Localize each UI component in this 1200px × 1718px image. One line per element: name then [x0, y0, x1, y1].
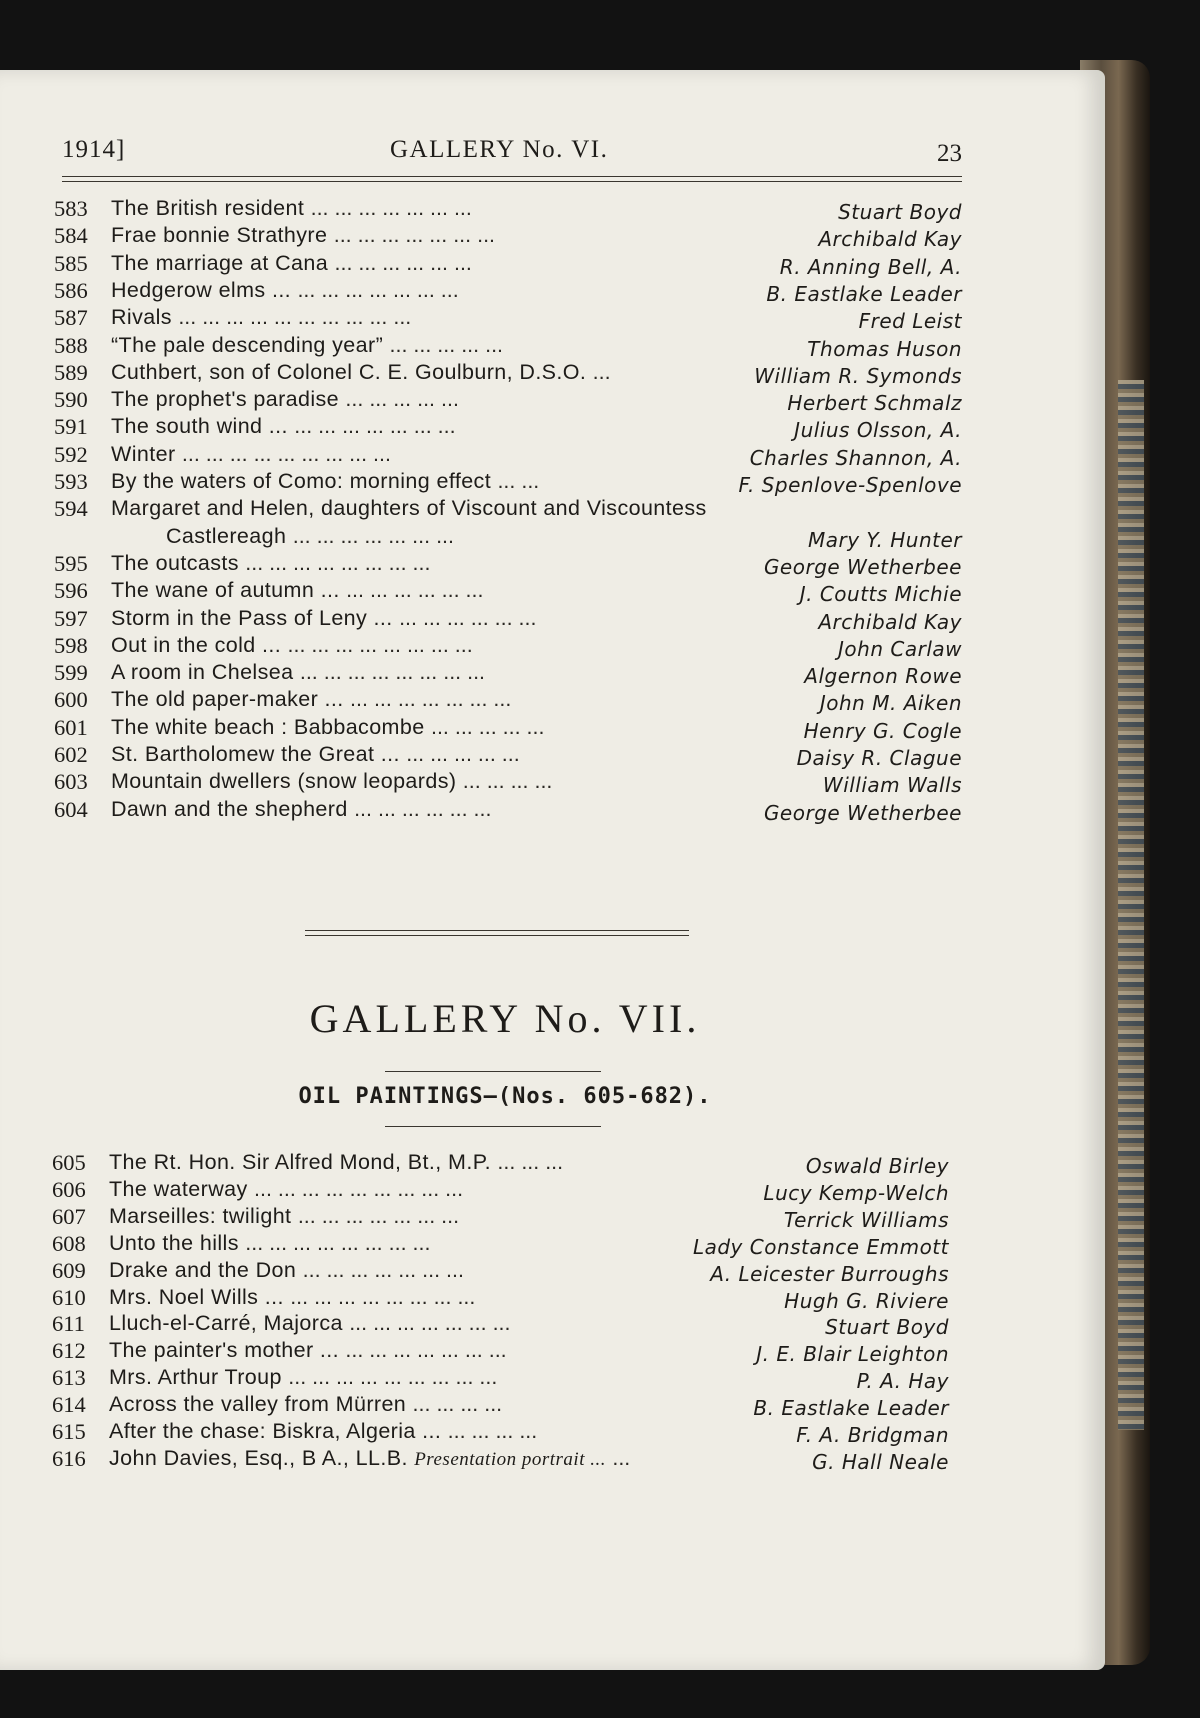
dot-leader: ... ... ... ... ... ... ...: [297, 1203, 460, 1228]
catalogue-entry: [54, 223, 962, 253]
catalogue-entry: [52, 1419, 949, 1449]
entry-number: 612: [52, 1338, 86, 1364]
entry-number: 590: [54, 387, 88, 413]
entry-number: 600: [54, 687, 88, 713]
entry-title-line: [111, 360, 611, 385]
entry-title-line: [166, 524, 454, 549]
entry-artist: William R. Symonds: [754, 363, 962, 388]
entry-title-line: [111, 715, 544, 740]
entry-title-line: [109, 1392, 502, 1417]
entry-number: 608: [52, 1230, 86, 1256]
dot-leader: ... ... ... ... ... ... ... ... ... ...: [178, 305, 412, 330]
dot-leader: ... ... ... ... ... ... ... ...: [245, 550, 431, 575]
catalogue-entry: [54, 333, 962, 363]
entry-artist: Stuart Boyd: [838, 200, 962, 224]
entry-title: Lluch-el-Carré, Majorca: [109, 1311, 343, 1336]
dot-leader: ... ... ... ... ...: [430, 714, 545, 739]
entry-title-line: [111, 496, 707, 521]
entry-title: The waterway: [109, 1176, 248, 1201]
entry-number: 610: [52, 1284, 86, 1310]
entry-number: 606: [52, 1176, 86, 1202]
entry-number: 589: [54, 359, 88, 385]
entry-title-line: [111, 578, 483, 603]
catalogue-entry: [54, 660, 962, 690]
entry-title-line: [111, 278, 459, 303]
entry-artist: John M. Aiken: [819, 691, 962, 716]
entry-number: 593: [54, 469, 88, 494]
entry-artist: Mary Y. Hunter: [807, 527, 962, 552]
dot-leader: ... ...: [497, 469, 540, 493]
entry-title: Castlereagh: [166, 523, 287, 548]
entry-artist: George Wetherbee: [763, 554, 962, 579]
entry-number: 607: [52, 1203, 86, 1229]
entry-number: 599: [54, 660, 88, 686]
catalogue-entry: [52, 1150, 949, 1180]
entry-title: The painter's mother ...: [109, 1338, 339, 1363]
entry-number: 592: [54, 441, 88, 467]
entry-artist: Archibald Kay: [818, 227, 962, 252]
catalogue-entry: [54, 442, 962, 472]
entry-artist: Charles Shannon, A.: [749, 445, 962, 470]
entry-title-line: [111, 769, 552, 794]
entry-artist: J. Coutts Michie: [799, 582, 962, 607]
catalogue-entry: [52, 1258, 949, 1288]
dot-leader: ... ... ... ... ... ... ...: [294, 414, 456, 439]
entry-artist: P. A. Hay: [856, 1369, 949, 1394]
catalogue-entry: [54, 551, 962, 581]
entry-artist: B. Eastlake Leader: [753, 1396, 949, 1421]
entry-artist: G. Hall Neale: [812, 1449, 949, 1474]
entry-title: Frae bonnie Strathyre: [111, 223, 328, 248]
dot-leader: ... ... ... ... ... ...: [346, 578, 484, 603]
entry-title-line: [111, 387, 459, 412]
catalogue-entry: [52, 1204, 949, 1234]
page-number: 23: [937, 140, 962, 167]
entry-number: 594: [54, 496, 88, 522]
entry-number: 603: [54, 769, 88, 795]
entry-number: 604: [54, 796, 88, 822]
catalogue-entry: [52, 1177, 949, 1207]
catalogue-entry: [54, 469, 962, 499]
header-year: 1914]: [62, 136, 126, 163]
entry-title-line: [109, 1285, 475, 1310]
entry-title-line: [109, 1365, 497, 1390]
dot-leader: ... ... ... ... ... ... ...: [310, 196, 472, 220]
entry-title: Mountain dwellers (snow leopards): [111, 769, 457, 794]
entry-title-line: [111, 196, 472, 221]
catalogue-entry: [54, 251, 962, 281]
entry-artist: F. A. Bridgman: [796, 1423, 949, 1447]
dot-leader: ... ... ... ... ...: [345, 387, 459, 412]
header-title: GALLERY No. VI.: [390, 136, 609, 163]
entry-artist: Thomas Huson: [807, 336, 962, 361]
catalogue-entry: [52, 1311, 949, 1341]
dot-leader: ...: [612, 1445, 631, 1470]
gallery-vii-heading: GALLERY No. VII.: [309, 996, 701, 1041]
entry-title-line: [109, 1419, 537, 1444]
entry-title: Mrs. Arthur Troup: [109, 1365, 282, 1390]
entry-artist: Julius Olsson, A.: [794, 418, 962, 443]
entry-title: Cuthbert, son of Colonel C. E. Goulburn, D.S.O.: [111, 359, 587, 384]
entry-title-line: [109, 1446, 630, 1471]
entry-title: Across the valley from Mürren: [109, 1392, 407, 1417]
entry-title: Marseilles: twilight: [109, 1203, 292, 1228]
entry-number: 595: [54, 550, 88, 576]
entry-artist: Terrick Williams: [783, 1207, 949, 1232]
entry-number: 601: [54, 714, 88, 740]
gallery-vi-list: [54, 196, 962, 896]
entry-number: 583: [54, 196, 88, 221]
entry-title-line: [111, 442, 391, 467]
catalogue-entry: [54, 715, 962, 745]
dot-leader: ... ... ... ... ...: [389, 332, 504, 357]
entry-artist: B. Eastlake Leader: [766, 281, 962, 306]
entry-number: 615: [52, 1419, 86, 1444]
entry-title-line: [111, 633, 473, 658]
entry-title-line: [109, 1258, 464, 1283]
entry-number: 588: [54, 332, 88, 358]
dot-leader: ... ... ... ... ... ... ... ...: [287, 632, 473, 657]
entry-number: 609: [52, 1257, 86, 1283]
entry-artist: A. Leicester Burroughs: [710, 1261, 949, 1286]
entry-artist: J. E. Blair Leighton: [756, 1342, 949, 1367]
entry-number: 614: [52, 1392, 86, 1418]
catalogue-entry: [54, 742, 962, 772]
entry-title: The marriage at Cana: [111, 250, 329, 275]
dot-leader: ... ... ... ...: [462, 769, 553, 794]
catalogue-entry: [52, 1392, 949, 1422]
dot-leader: ...: [592, 359, 611, 384]
entry-title-line: [111, 797, 491, 822]
entry-artist: F. Spenlove-Spenlove: [738, 473, 962, 497]
dot-leader: ... ... ... ... ... ... ... ... ...: [181, 441, 391, 466]
catalogue-entry: [54, 769, 962, 799]
entry-title: Storm in the Pass of Leny ...: [111, 605, 393, 630]
entry-number: 587: [54, 305, 88, 331]
entry-title-line: [111, 606, 536, 631]
heading-rule-upper: [385, 1071, 601, 1072]
entry-artist: Archibald Kay: [818, 609, 962, 634]
dot-leader: ... ... ... ... ... ... ... ...: [245, 1230, 431, 1255]
entry-title: The Rt. Hon. Sir Alfred Mond, Bt., M.P.: [109, 1150, 492, 1174]
catalogue-entry: [52, 1285, 949, 1315]
gallery-vii-list: [52, 1150, 949, 1520]
entry-number: 585: [54, 250, 88, 276]
catalogue-entry: [54, 687, 962, 717]
catalogue-entry: [52, 1338, 949, 1368]
dot-leader: ... ... ... ... ... ... ...: [350, 687, 512, 712]
entry-number: 611: [52, 1311, 85, 1337]
catalogue-entry: [52, 1446, 949, 1476]
running-header: [62, 136, 962, 172]
entry-title: The outcasts: [111, 550, 239, 575]
entry-title: Margaret and Helen, daughters of Viscount and Viscountess: [111, 496, 707, 521]
entry-title-line: [111, 469, 539, 494]
entry-title: By the waters of Como: morning effect: [111, 469, 492, 493]
entry-title: Rivals: [111, 305, 172, 330]
dot-leader: ... ... ... ... ... ...: [399, 605, 537, 630]
entry-title: St. Bartholomew the Great ...: [111, 742, 400, 766]
dot-leader: ... ... ... ... ... ... ... ... ...: [254, 1176, 464, 1201]
entry-artist: Lady Constance Emmott: [692, 1234, 949, 1259]
dot-leader: ... ... ... ... ... ... ... ...: [299, 660, 486, 685]
entry-number: 597: [54, 605, 88, 631]
entry-title: Winter: [111, 441, 176, 466]
entry-number: 584: [54, 223, 88, 249]
gallery-vii-subheading: OIL PAINTINGS—(Nos. 605-682).: [298, 1084, 712, 1109]
catalogue-entry: [54, 496, 962, 526]
catalogue-entry: [54, 797, 962, 827]
catalogue-entry: [52, 1231, 949, 1261]
dot-leader: ... ... ... ... ... ... ... ... ...: [288, 1365, 498, 1390]
entry-title: The wane of autumn ...: [111, 578, 340, 603]
entry-title-line: [109, 1177, 463, 1202]
entry-number: 598: [54, 632, 88, 658]
catalogue-entry: [54, 360, 962, 390]
catalogue-entry: [54, 305, 962, 335]
dot-leader: ... ... ... ... ...: [406, 742, 520, 766]
catalogue-entry: [54, 578, 962, 608]
entry-artist: Oswald Birley: [805, 1154, 949, 1178]
entry-artist: Henry G. Cogle: [803, 718, 962, 743]
dot-leader: ... ... ...: [497, 1150, 564, 1174]
entry-title: John Davies, Esq., B A., LL.B.: [109, 1445, 408, 1470]
entry-title: A room in Chelsea: [111, 660, 294, 685]
entry-artist: Fred Leist: [858, 309, 962, 334]
catalogue-entry: [54, 606, 962, 636]
catalogue-entry: [52, 1365, 949, 1395]
entry-title: The British resident: [111, 196, 305, 220]
entry-number: 602: [54, 742, 88, 767]
catalogue-entry: [54, 387, 962, 417]
entry-title: Unto the hills: [109, 1230, 239, 1255]
entry-title-line: [111, 333, 503, 358]
catalogue-entry: [54, 633, 962, 663]
catalogue-entry: [54, 524, 962, 554]
entry-title-line: [111, 305, 411, 330]
entry-title: Mrs. Noel Wills ...: [109, 1284, 284, 1309]
entry-note: Presentation portrait ...: [414, 1448, 606, 1470]
entry-artist: Herbert Schmalz: [787, 391, 962, 416]
entry-title: “The pale descending year”: [111, 332, 384, 357]
dot-leader: ... ... ... ... ... ...: [354, 796, 492, 821]
entry-number: 591: [54, 414, 88, 440]
entry-title: Out in the cold ...: [111, 632, 282, 657]
entry-artist: Lucy Kemp-Welch: [763, 1180, 949, 1205]
entry-title-line: [109, 1231, 430, 1256]
entry-artist: Stuart Boyd: [825, 1315, 949, 1340]
entry-title: The south wind ...: [111, 414, 288, 439]
dot-leader: ... ... ... ... ... ... ...: [345, 1338, 507, 1363]
dot-leader: ... ... ... ...: [447, 1419, 538, 1443]
entry-artist: R. Anning Bell, A.: [779, 254, 962, 279]
entry-artist: John Carlaw: [838, 636, 962, 661]
dot-leader: ... ... ... ... ... ...: [334, 250, 472, 275]
entry-title-line: [111, 742, 520, 767]
page-edge-stripes: [1118, 380, 1144, 1430]
entry-title-line: [111, 251, 472, 276]
entry-title-line: [111, 551, 430, 576]
entry-title-line: [111, 414, 456, 439]
entry-number: 586: [54, 277, 88, 303]
entry-title: Hedgerow elms ...: [111, 277, 292, 302]
entry-number: 605: [52, 1150, 86, 1175]
entry-title-line: [109, 1150, 563, 1175]
entry-title-line: [111, 687, 511, 712]
entry-title-line: [109, 1311, 511, 1336]
entry-title-line: [111, 660, 485, 685]
entry-title: The prophet's paradise: [111, 387, 340, 412]
entry-title: The old paper-maker ...: [111, 687, 344, 712]
heading-rule-lower: [385, 1126, 601, 1127]
dot-leader: ... ... ... ... ... ... ... ...: [290, 1284, 476, 1309]
entry-title: After the chase: Biskra, Algeria ...: [109, 1419, 442, 1443]
dot-leader: ... ... ... ... ... ... ...: [292, 523, 455, 548]
entry-artist: Hugh G. Riviere: [784, 1288, 949, 1313]
entry-number: 596: [54, 578, 88, 604]
entry-artist: George Wetherbee: [763, 800, 962, 825]
entry-title: Drake and the Don: [109, 1257, 297, 1282]
entry-title-line: [109, 1204, 459, 1229]
entry-artist: Algernon Rowe: [804, 664, 962, 689]
dot-leader: ... ... ... ... ... ... ...: [302, 1257, 464, 1282]
section-divider: [305, 930, 689, 936]
dot-leader: ... ... ... ... ... ... ...: [349, 1311, 511, 1336]
catalogue-entry: [54, 414, 962, 444]
dot-leader: ... ... ... ... ... ... ...: [333, 223, 496, 248]
dot-leader: ... ... ... ... ... ... ...: [297, 277, 459, 302]
entry-title: The white beach : Babbacombe: [111, 714, 425, 739]
entry-artist: Daisy R. Clague: [796, 746, 962, 770]
dot-leader: ... ... ... ...: [412, 1392, 503, 1417]
entry-number: 616: [52, 1445, 86, 1471]
entry-title-line: [109, 1338, 507, 1363]
entry-number: 613: [52, 1365, 86, 1391]
catalogue-entry: [54, 196, 962, 226]
entry-artist: William Walls: [822, 773, 962, 798]
header-rule: [62, 176, 962, 182]
entry-title-line: [111, 223, 495, 248]
catalogue-entry: [54, 278, 962, 308]
entry-title: Dawn and the shepherd: [111, 796, 348, 821]
